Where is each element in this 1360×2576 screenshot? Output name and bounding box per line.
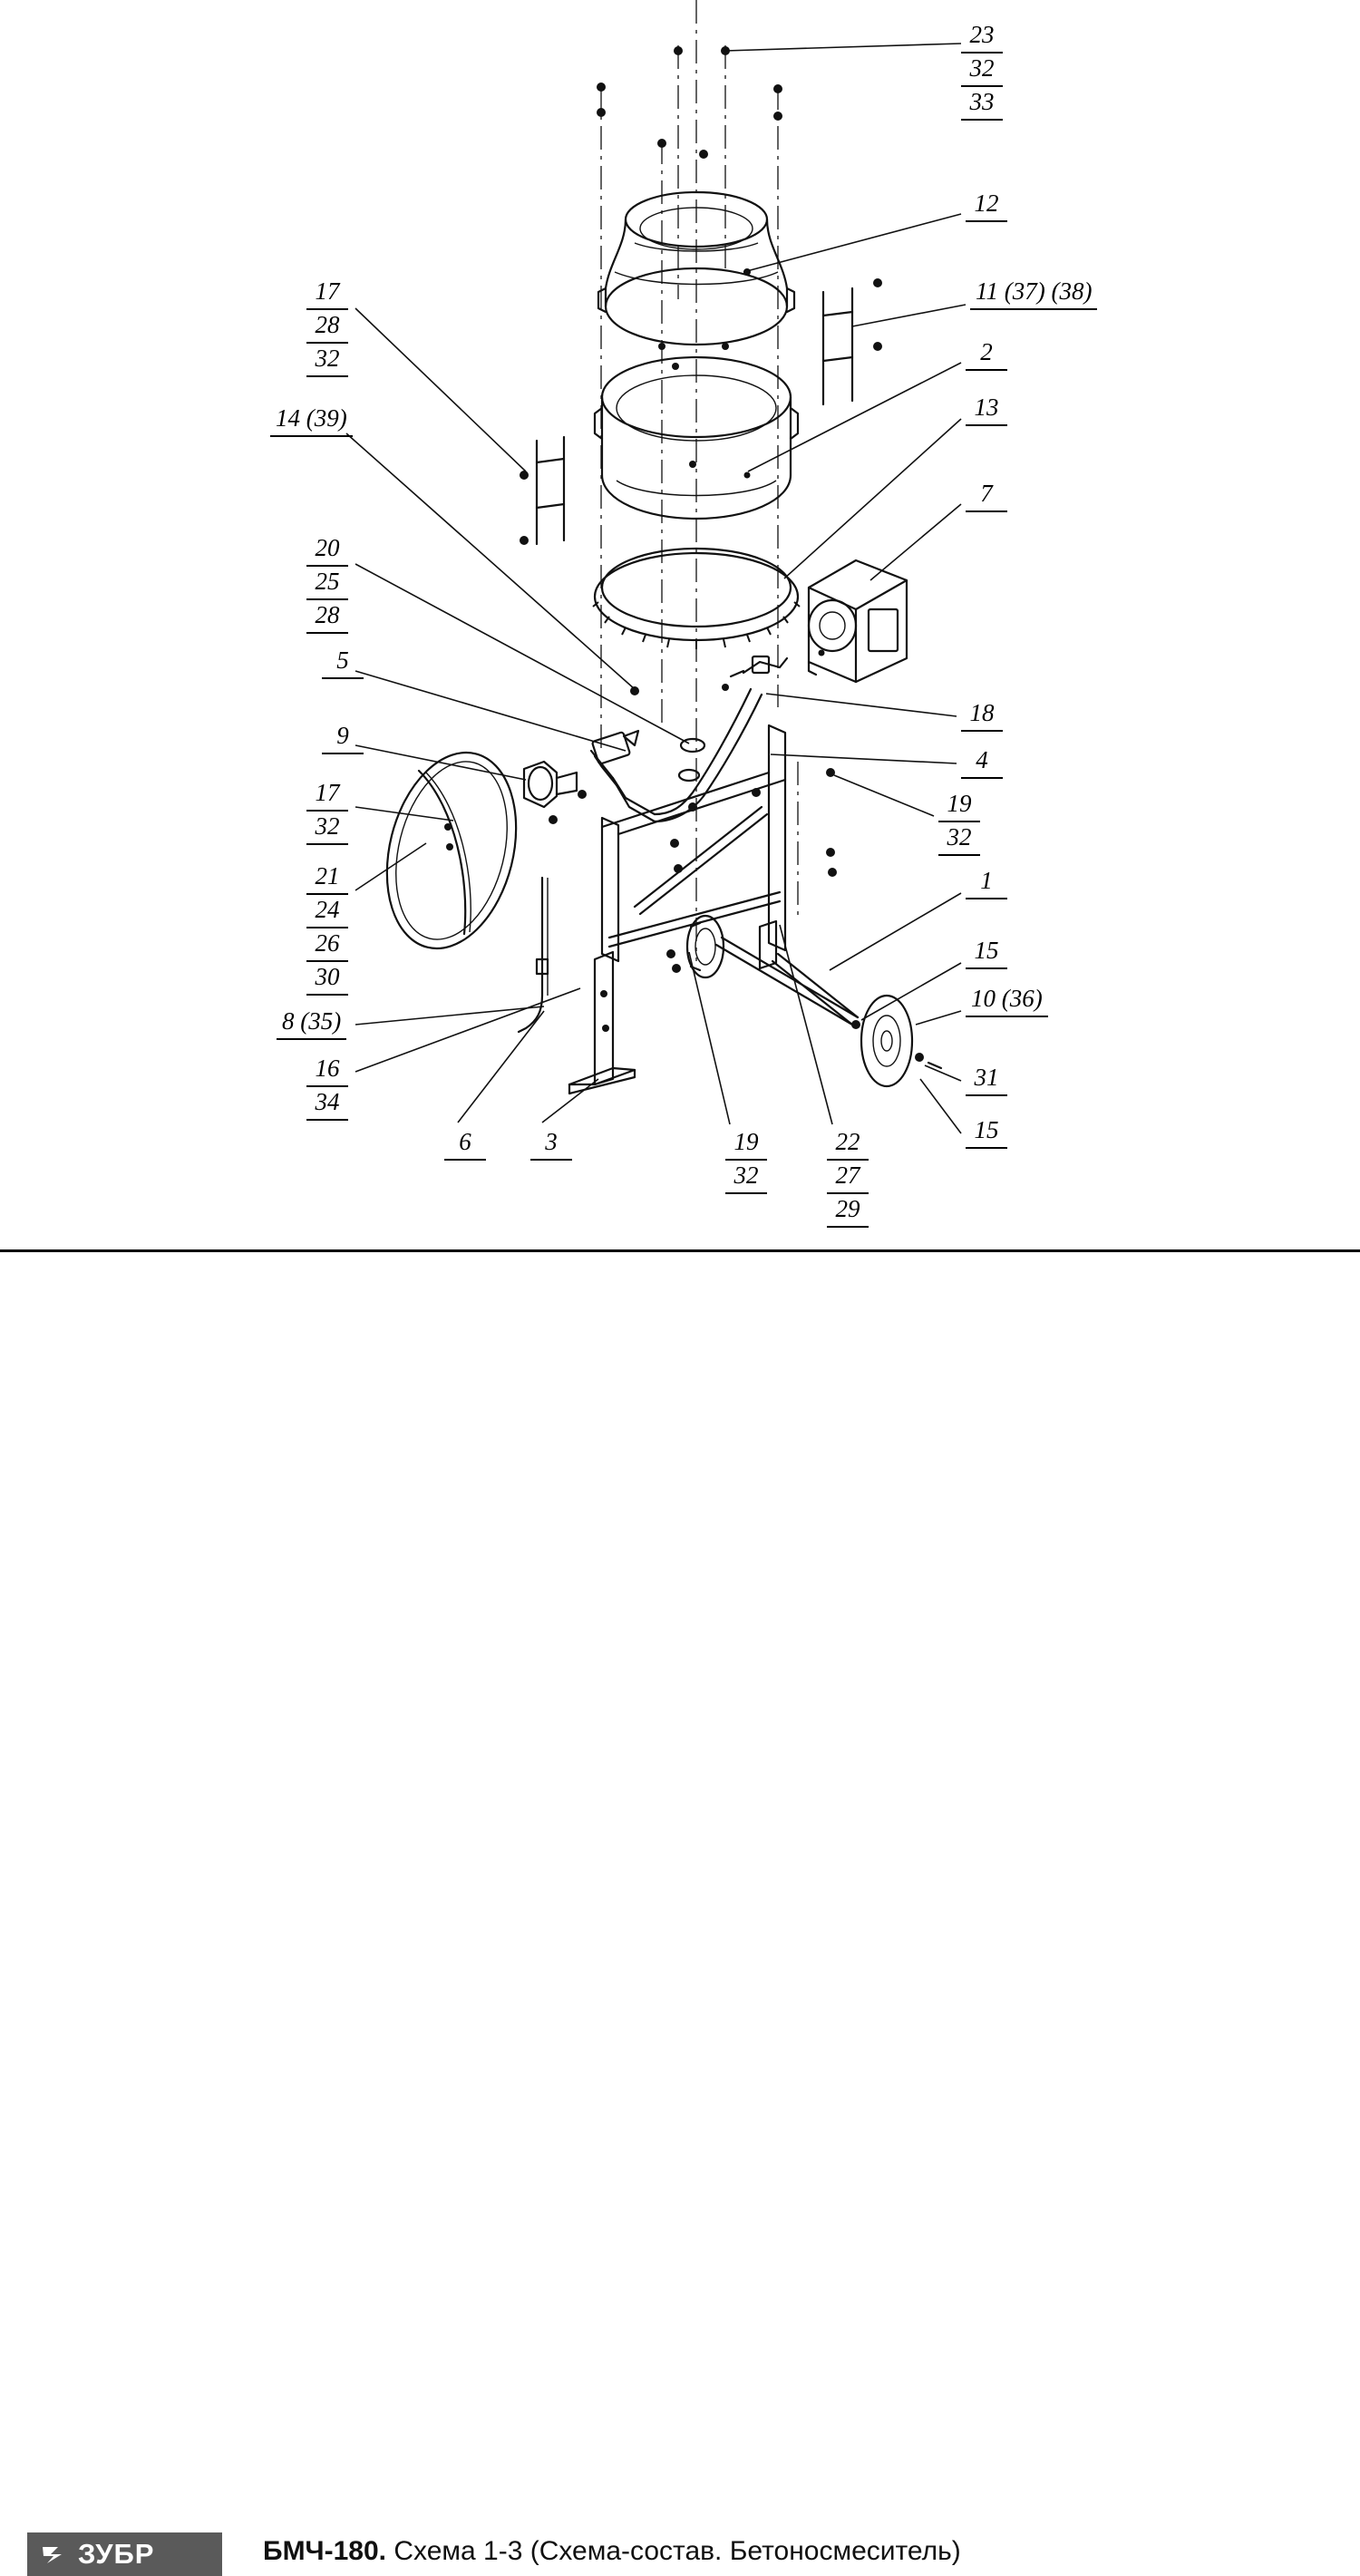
callout-c19a: [938, 789, 980, 856]
callout-c9: [322, 721, 364, 754]
callout-number: 7: [966, 479, 1007, 512]
bracket-left: [520, 437, 564, 545]
callout-number: 13: [966, 393, 1007, 426]
callout-number: 9: [322, 721, 364, 754]
tilt-handle-part: [591, 686, 762, 821]
leader-line-c13: [784, 419, 961, 578]
callout-c17a: [306, 277, 348, 377]
model-label: БМЧ-180.: [263, 2536, 387, 2566]
callout-c8: [277, 1006, 346, 1040]
frame-stand-part: [602, 725, 858, 1025]
callout-number: 27: [827, 1161, 869, 1194]
callout-c5: [322, 646, 364, 679]
callout-number: 33: [961, 87, 1003, 121]
callout-c18: [961, 698, 1003, 732]
leader-line-c14: [346, 433, 635, 689]
callout-number: 15: [966, 936, 1007, 969]
callout-number: 32: [938, 822, 980, 856]
callout-number: 4: [961, 745, 1003, 779]
leader-line-c19b: [689, 952, 730, 1124]
leader-line-c21: [355, 843, 426, 890]
callout-number: 8 (35): [277, 1006, 346, 1040]
diagram-caption: [263, 2536, 961, 2567]
callout-number: 12: [966, 189, 1007, 222]
callout-number: 32: [961, 53, 1003, 87]
callout-c3: [530, 1127, 572, 1161]
callout-number: 22: [827, 1127, 869, 1161]
callout-number: 5: [322, 646, 364, 679]
leader-line-c17b: [355, 807, 453, 821]
callout-number: 2: [966, 337, 1007, 371]
callout-number: 23: [961, 20, 1003, 53]
exploded-assembly-drawing: [0, 0, 1360, 1251]
callout-number: 18: [961, 698, 1003, 732]
wheel-right-part: [851, 996, 941, 1086]
callout-number: 11 (37) (38): [970, 277, 1097, 310]
callout-c6: [444, 1127, 486, 1161]
leader-line-c11: [852, 305, 966, 326]
callout-c19b: [725, 1127, 767, 1194]
leader-line-c15b: [920, 1079, 961, 1133]
leader-line-c5: [355, 671, 626, 751]
callout-c7: [966, 479, 1007, 512]
brand-logo: [27, 2532, 222, 2576]
leader-line-c4: [771, 754, 957, 763]
bracket-right: [823, 278, 882, 404]
callout-number: 28: [306, 310, 348, 344]
callout-c21: [306, 861, 348, 996]
leader-line-c19a: [834, 775, 934, 816]
leader-line-c1: [830, 893, 961, 970]
callout-c10: [966, 984, 1048, 1017]
leader-line-c23: [725, 44, 961, 51]
callout-number: 14 (39): [270, 403, 353, 437]
shaft-coupling-part: [722, 656, 787, 691]
callout-number: 3: [530, 1127, 572, 1161]
callout-number: 26: [306, 928, 348, 962]
callout-number: 17: [306, 277, 348, 310]
callout-number: 30: [306, 962, 348, 996]
callout-number: 15: [966, 1115, 1007, 1149]
callout-number: 32: [306, 812, 348, 845]
leader-line-c12: [743, 214, 961, 272]
callout-number: 24: [306, 895, 348, 928]
callout-number: 16: [306, 1054, 348, 1087]
callout-c15b: [966, 1115, 1007, 1149]
callout-number: 31: [966, 1063, 1007, 1096]
handwheel-part: [367, 739, 587, 962]
callout-c14: [270, 403, 353, 437]
leader-line-c17a: [355, 308, 526, 471]
callout-c2: [966, 337, 1007, 371]
leader-line-c9: [355, 745, 526, 780]
callout-number: 25: [306, 567, 348, 600]
leader-line-c16: [355, 988, 580, 1072]
callout-number: 1: [966, 866, 1007, 899]
callout-c1: [966, 866, 1007, 899]
callout-c20: [306, 533, 348, 634]
leader-line-c6: [458, 1011, 544, 1123]
callout-number: 17: [306, 778, 348, 812]
support-leg-part: [569, 952, 635, 1094]
callout-number: 10 (36): [966, 984, 1048, 1017]
callout-number: 32: [725, 1161, 767, 1194]
callout-number: 29: [827, 1194, 869, 1228]
callout-number: 6: [444, 1127, 486, 1161]
callout-c16: [306, 1054, 348, 1121]
callout-c22: [827, 1127, 869, 1228]
callout-c17b: [306, 778, 348, 845]
callout-number: 21: [306, 861, 348, 895]
callout-number: 20: [306, 533, 348, 567]
motor-gearbox-part: [809, 560, 907, 682]
leader-line-c31: [925, 1065, 961, 1081]
callout-c4: [961, 745, 1003, 779]
callout-c12: [966, 189, 1007, 222]
callout-c23: [961, 20, 1003, 121]
callout-number: 19: [938, 789, 980, 822]
callout-number: 34: [306, 1087, 348, 1121]
leader-line-c18: [766, 694, 957, 716]
zubr-arrow-icon: [38, 2539, 69, 2570]
leader-lines: [346, 44, 966, 1133]
footer-bar: [0, 1252, 1360, 2570]
top-fasteners: [597, 46, 782, 159]
callout-c11: [970, 277, 1097, 310]
leader-line-c15a: [861, 963, 961, 1020]
leader-line-c20: [355, 564, 689, 744]
brand-name: ЗУБР: [78, 2538, 155, 2570]
callout-c15a: [966, 936, 1007, 969]
leader-line-c10: [916, 1011, 961, 1025]
callout-number: 28: [306, 600, 348, 634]
leader-line-c22: [780, 925, 832, 1124]
callout-c31: [966, 1063, 1007, 1096]
caption-title: Схема 1-3 (Схема-состав. Бетоносмеситель): [393, 2536, 961, 2566]
callout-c13: [966, 393, 1007, 426]
callout-number: 32: [306, 344, 348, 377]
callout-number: 19: [725, 1127, 767, 1161]
leader-line-c8: [355, 1006, 544, 1025]
leader-line-c7: [870, 504, 961, 580]
